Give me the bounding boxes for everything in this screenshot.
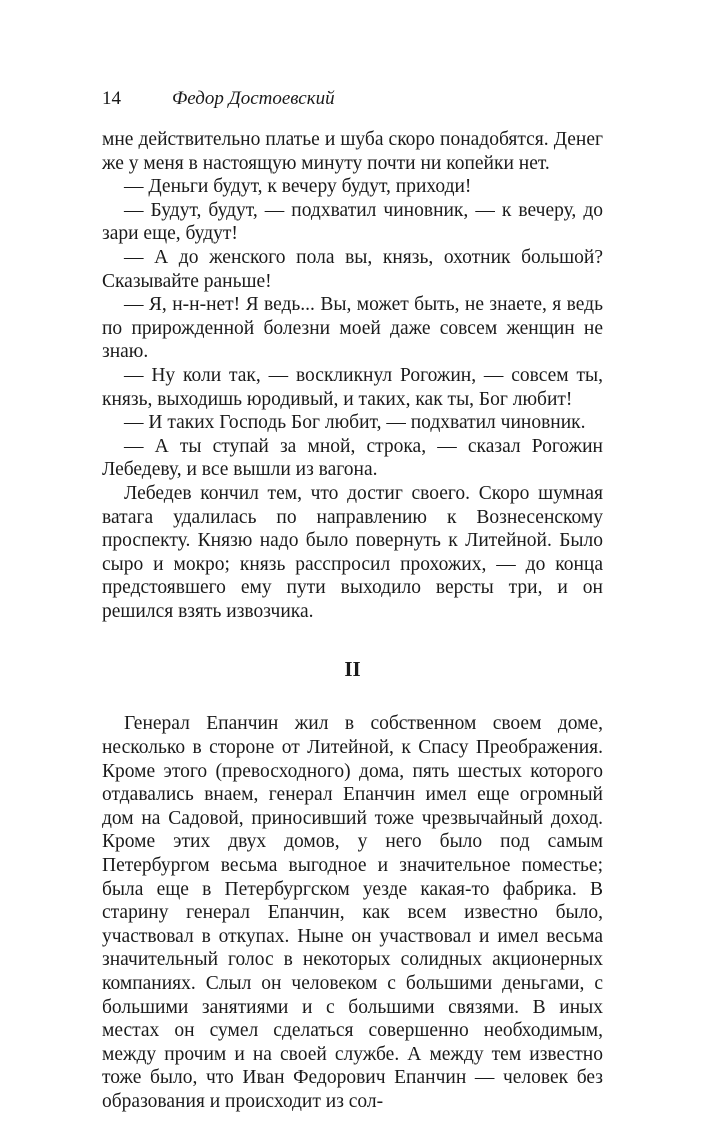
paragraph: мне действительно платье и шуба скоро понадобятся. Денег же у меня в настоящую минуту почти ни копейки нет. [102,129,603,174]
page-number: 14 [102,88,121,109]
body-text-section-2 [102,712,603,1113]
running-title: Федор Достоевский [172,88,335,109]
dialogue-line: — Ну коли так, — воскликнул Рогожин, — совсем ты, князь, выходишь юродивый, и таких, как ты, Бог любит! [102,364,603,410]
dialogue-line: — И таких Господь Бог любит, — подхватил чиновник. [124,412,586,434]
dialogue-line: — Будут, будут, — подхватил чиновник, — к вечеру, до зари еще, будут! [102,199,603,245]
dialogue-line: — А ты ступай за мной, строка, — сказал Рогожин Лебедеву, и все вышли из вагона. [102,435,603,481]
paragraph: Генерал Епанчин жил в собственном своем доме, несколько в стороне от Литейной, к Спасу Преображения. Кроме этого (превосходного) дома, пять шестых которого отдавались внаем, генерал Епанчин имел еще огромный дом на Садовой, приносивший тоже чрезвычайный доход. Кроме этих двух домов, у него было под самым Петербургом весьма выгодное и значительное поместье; была еще в Петербургском уезде какая-то фабрика. В старину генерал Епанчин, как всем известно было, участвовал в откупах. Ныне он участвовал и имел весьма значительный голос в некоторых солидных акционерных компаниях. Слыл он человеком с большими деньгами, с большими занятиями и с большими связями. В иных местах он сумел сделаться совершенно необходимым, между прочим и на своей службе. А между тем известно тоже было, что Иван Федорович Епанчин — человек без образования и происходит из сол- [102,713,603,1112]
running-head [102,88,603,118]
dialogue-line: — А до женского пола вы, князь, охотник большой? Сказывайте раньше! [102,246,603,292]
dialogue-line: — Деньги будут, к вечеру будут, приходи! [124,176,472,198]
body-text-section-1 [102,128,603,623]
book-page [102,88,603,1114]
chapter-heading: II [344,657,361,682]
dialogue-line: — Я, н-н-нет! Я ведь... Вы, может быть, не знаете, я ведь по прирожденной болезни моей даже совсем женщин не знаю. [102,294,603,363]
paragraph: Лебедев кончил тем, что достиг своего. Скоро шумная ватага удалилась по направлению к Вознесенскому проспекту. Князю надо было повернуть к Литейной. Было сыро и мокро; князь расспросил прохожих, — до конца предстоявшего ему пути выходило версты три, и он решился взять извозчика. [102,482,603,622]
